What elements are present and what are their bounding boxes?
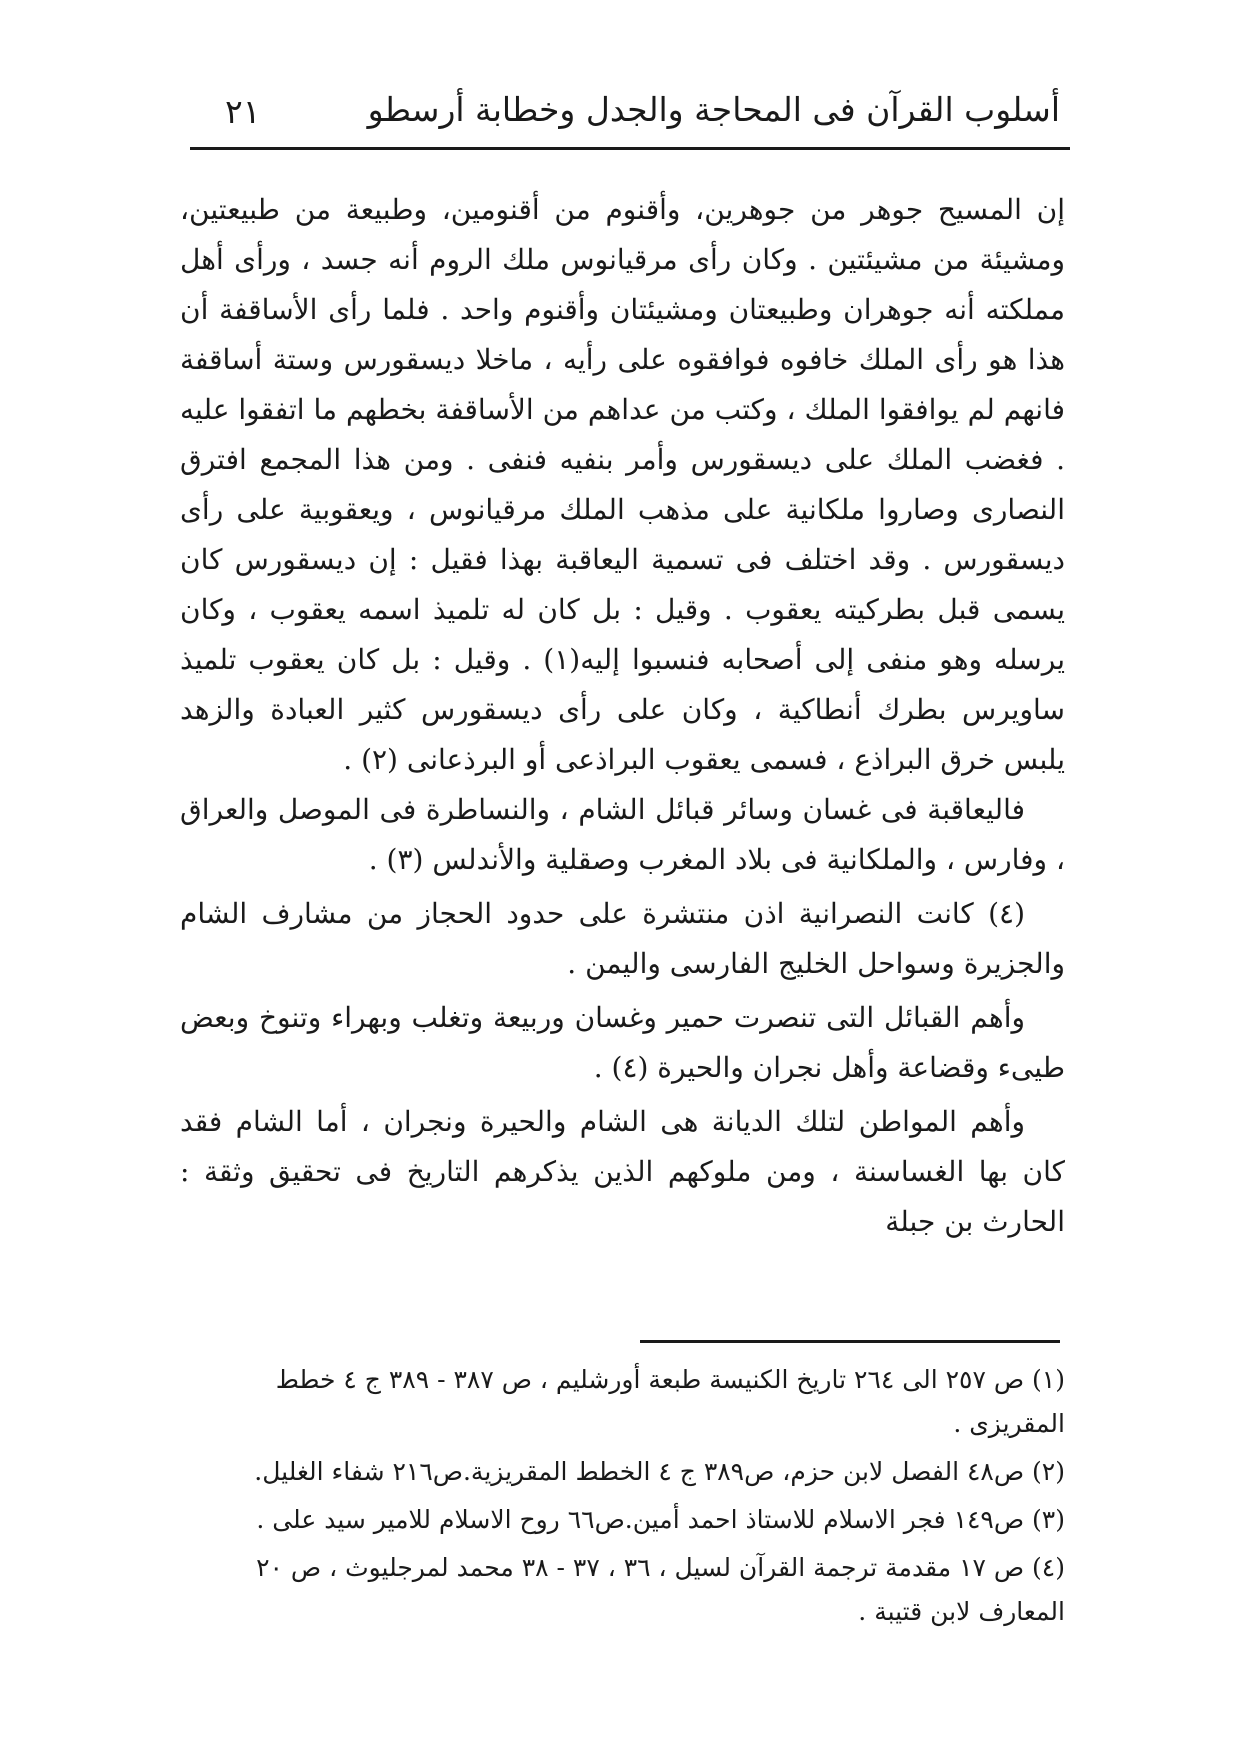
footnote: (١) ص ٢٥٧ الى ٢٦٤ تاريخ الكنيسة طبعة أورشليم ، ص ٣٨٧ - ٣٨٩ ج ٤ خطط المقريزى .	[275, 1365, 1065, 1438]
footnote: (٢) ص٤٨ الفصل لابن حزم، ص٣٨٩ ج ٤ الخطط المقريزية.ص٢١٦ شفاء الغليل.	[254, 1457, 1065, 1486]
running-title: أسلوب القرآن فى المحاجة والجدل وخطابة أرسطو	[367, 90, 1060, 129]
header-rule	[190, 147, 1070, 150]
page-header	[190, 80, 1070, 150]
paragraph: فاليعاقبة فى غسان وسائر قبائل الشام ، والنساطرة فى الموصل والعراق ، وفارس ، والملكانية فى بلاد المغرب وصقلية والأندلس (٣) .	[180, 793, 1065, 876]
paragraph: إن المسيح جوهر من جوهرين، وأقنوم من أقنومين، وطبيعة من طبيعتين، ومشيئة من مشيئتين . وكان رأى مرقيانوس ملك الروم أنه جسد ، ورأى أهل مملكته أنه جوهران وطبيعتان ومشيئتان وأقنوم واحد . فلما رأى الأساقفة أن هذا هو رأى الملك خافوه فوافقوه على رأيه ، ماخلا ديسقورس وستة أساقفة فانهم لم يوافقوا الملك ، وكتب من عداهم من الأساقفة بخطهم ما اتفقوا عليه . فغضب الملك على ديسقورس وأمر بنفيه فنفى . ومن هذا المجمع افترق النصارى وصاروا ملكانية على مذهب الملك مرقيانوس ، ويعقوبية على رأى ديسقورس . وقد اختلف فى تسمية اليعاقبة بهذا فقيل : إن ديسقورس كان يسمى قبل بطركيته يعقوب . وقيل : بل كان له تلميذ اسمه يعقوب ، وكان يرسله وهو منفى إلى أصحابه فنسبوا إليه(١) . وقيل : بل كان يعقوب تلميذ ساويرس بطرك أنطاكية ، وكان على رأى ديسقورس كثير العبادة والزهد يلبس خرق البراذع ، فسمى يعقوب البراذعى أو البرذعانى (٢) .	[180, 193, 1066, 776]
paragraph: وأهم المواطن لتلك الديانة هى الشام والحيرة ونجران ، أما الشام فقد كان بها الغساسنة ، ومن ملوكهم الذين يذكرهم التاريخ فى تحقيق وثقة : الحارث بن جبلة	[180, 1105, 1065, 1238]
body-text	[180, 185, 1065, 1247]
paragraph: (٤) كانت النصرانية اذن منتشرة على حدود الحجاز من مشارف الشام والجزيرة وسواحل الخليج الفارسى واليمن .	[180, 897, 1065, 980]
paragraph: وأهم القبائل التى تنصرت حمير وغسان وربيعة وتغلب وبهراء وتنوخ وبعض طيىء وقضاعة وأهل نجران والحيرة (٤) .	[180, 1001, 1065, 1084]
footnote: (٣) ص١٤٩ فجر الاسلام للاستاذ احمد أمين.ص٦٦ روح الاسلام للامير سيد على .	[256, 1505, 1065, 1534]
footnote-rule	[640, 1340, 1060, 1343]
footnotes	[185, 1358, 1065, 1638]
page-number: ٢١	[225, 92, 261, 131]
footnote: (٤) ص ١٧ مقدمة ترجمة القرآن لسيل ، ٣٦ ، ٣٧ - ٣٨ محمد لمرجليوث ، ص ٢٠ المعارف لابن قتيبة .	[256, 1553, 1065, 1626]
